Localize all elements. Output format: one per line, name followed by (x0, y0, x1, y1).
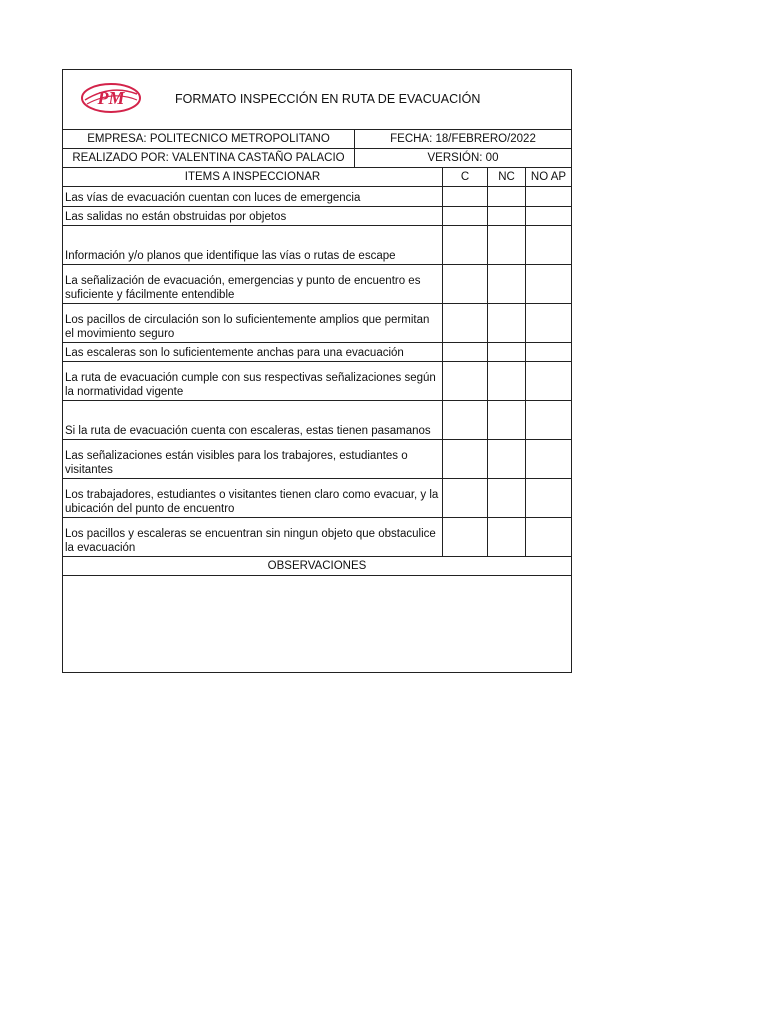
table-row (63, 479, 571, 518)
fecha-label: FECHA: 18/FEBRERO/2022 (390, 133, 536, 145)
check-nc[interactable] (488, 226, 526, 264)
observaciones-header-row (63, 557, 571, 576)
check-c[interactable] (443, 440, 488, 478)
item-text: Las señalizaciones están visibles para los trabajores, estudiantes o visitantes (63, 440, 443, 478)
check-c[interactable] (443, 265, 488, 303)
table-row (63, 362, 571, 401)
info-row-2 (63, 149, 571, 168)
table-row (63, 226, 571, 265)
check-c[interactable] (443, 518, 488, 556)
check-no-ap[interactable] (526, 479, 571, 517)
empresa-label: EMPRESA: POLITECNICO METROPOLITANO (63, 130, 355, 148)
item-text: Información y/o planos que identifique las vías o rutas de escape (63, 226, 443, 264)
check-c[interactable] (443, 226, 488, 264)
check-no-ap[interactable] (526, 362, 571, 400)
check-nc[interactable] (488, 343, 526, 361)
check-c[interactable] (443, 362, 488, 400)
check-c[interactable] (443, 343, 488, 361)
col-header-no-ap: NO AP (530, 171, 567, 183)
check-no-ap[interactable] (526, 265, 571, 303)
check-no-ap[interactable] (526, 207, 571, 225)
check-nc[interactable] (488, 479, 526, 517)
check-no-ap[interactable] (526, 401, 571, 439)
col-header-items: ITEMS A INSPECCIONAR (63, 168, 443, 186)
item-text: Las escaleras son lo suficientemente anchas para una evacuación (63, 343, 443, 361)
check-c[interactable] (443, 479, 488, 517)
check-no-ap[interactable] (526, 187, 571, 206)
form-title: FORMATO INSPECCIÓN EN RUTA DE EVACUACIÓN (175, 92, 481, 106)
table-header-row (63, 168, 571, 187)
table-row (63, 343, 571, 362)
check-c[interactable] (443, 304, 488, 342)
politecnico-logo (79, 78, 143, 118)
item-text: Las salidas no están obstruidas por objetos (63, 207, 443, 225)
table-row (63, 187, 571, 207)
check-nc[interactable] (488, 401, 526, 439)
realizado-label: REALIZADO POR: VALENTINA CASTAÑO PALACIO (63, 149, 355, 167)
check-no-ap[interactable] (526, 518, 571, 556)
check-nc[interactable] (488, 265, 526, 303)
check-c[interactable] (443, 207, 488, 225)
item-text: Los trabajadores, estudiantes o visitantes tienen claro como evacuar, y la ubicación del punto de encuentro (63, 479, 443, 517)
check-no-ap[interactable] (526, 343, 571, 361)
check-nc[interactable] (488, 440, 526, 478)
observaciones-label: OBSERVACIONES (267, 560, 367, 572)
table-row (63, 304, 571, 343)
check-no-ap[interactable] (526, 304, 571, 342)
observaciones-box[interactable] (63, 576, 571, 672)
check-nc[interactable] (488, 187, 526, 206)
inspection-form (62, 69, 572, 673)
form-header (63, 70, 571, 130)
item-text: La ruta de evacuación cumple con sus respectivas señalizaciones según la normatividad vigente (63, 362, 443, 400)
check-c[interactable] (443, 187, 488, 206)
observaciones-field[interactable] (63, 576, 571, 672)
item-text: La señalización de evacuación, emergencias y punto de encuentro es suficiente y fácilmente entendible (63, 265, 443, 303)
table-row (63, 207, 571, 226)
check-nc[interactable] (488, 304, 526, 342)
check-nc[interactable] (488, 207, 526, 225)
col-header-nc: NC (488, 168, 526, 186)
col-header-c: C (443, 168, 488, 186)
check-no-ap[interactable] (526, 226, 571, 264)
item-text: Las vías de evacuación cuentan con luces de emergencia (63, 187, 443, 206)
info-row-1 (63, 130, 571, 149)
table-row (63, 401, 571, 440)
table-row (63, 440, 571, 479)
check-nc[interactable] (488, 518, 526, 556)
check-nc[interactable] (488, 362, 526, 400)
check-no-ap[interactable] (526, 440, 571, 478)
check-c[interactable] (443, 401, 488, 439)
table-row (63, 518, 571, 557)
item-text: Los pacillos y escaleras se encuentran sin ningun objeto que obstaculice la evacuación (63, 518, 443, 556)
version-label: VERSIÓN: 00 (427, 152, 499, 164)
logo-text: PM (97, 88, 125, 108)
item-text: Los pacillos de circulación son lo suficientemente amplios que permitan el movimiento seguro (63, 304, 443, 342)
table-row (63, 265, 571, 304)
item-text: Si la ruta de evacuación cuenta con escaleras, estas tienen pasamanos (63, 401, 443, 439)
